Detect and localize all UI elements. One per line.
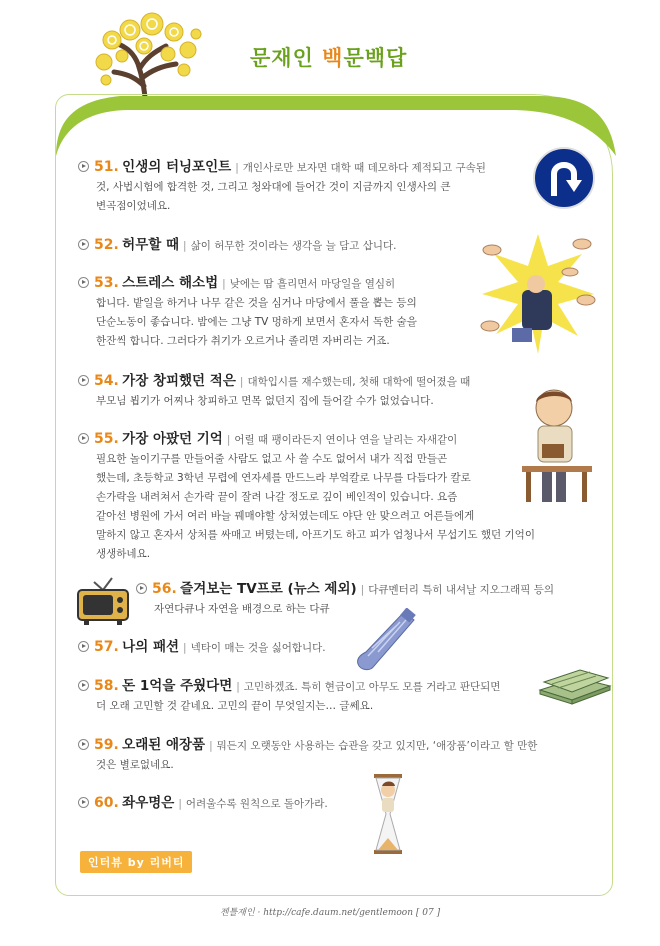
title-part: 문 [343, 46, 365, 70]
item-answer-cont: 것, 사법시험에 합격한 것, 그리고 청와대에 들어간 것이 지금까지 인생사의 큰 [96, 181, 451, 193]
television-icon [74, 574, 132, 626]
necktie-illustration [352, 608, 418, 674]
item-answer-cont: 자연다큐나 자연을 배경으로 하는 다큐 [154, 603, 330, 615]
item-answer-cont: 변곡점이었네요. [96, 200, 171, 212]
item-answer: 어려울수록 원칙으로 돌아가라. [185, 798, 328, 810]
man-in-hourglass-illustration [368, 772, 408, 856]
qa-item-51: 51. 인생의 터닝포인트 | 개인사로만 보자면 대학 때 데모하다 제적되고 구속된 것, 사법시험에 합격한 것, 그리고 청와대에 들어간 것이 지금까지 인생사의 큰 변곡점이었네요. [78, 158, 528, 216]
money-stack-illustration [538, 664, 612, 708]
item-answer: 다큐멘터리 특히 내셔날 지오그래픽 등의 [368, 584, 554, 596]
qa-item-58: 58. 돈 1억을 주웠다면 | 고민하겠죠. 특히 현금이고 아무도 모를 거라고 판단되면 더 오래 고민할 것 같네요. 고민의 끝이 무엇일지는… 글쎄요. [78, 677, 528, 716]
interview-credit-badge: 인터뷰 by 리버티 [80, 851, 192, 873]
item-answer: 고민하겠죠. 특히 현금이고 아무도 모를 거라고 판단되면 [243, 681, 501, 693]
item-answer: 넥타이 매는 것을 싫어합니다. [190, 642, 326, 654]
item-question: 나의 패션 [122, 639, 180, 655]
item-answer: 삶이 허무한 것이라는 생각을 늘 담고 삽니다. [190, 240, 397, 252]
item-answer-cont: 부모님 뵙기가 어찌나 창피하고 면목 없던지 집에 들어갈 수가 없었습니다. [96, 395, 434, 407]
qa-item-53: 53. 스트레스 해소법 | 낮에는 땀 흘리면서 마당일을 열심히 합니다. 밭일을 하거나 나무 같은 것을 심거나 마당에서 풀을 뽑는 등의 단순노동이 좋습니다. 밤에는 그냥 TV 멍하게 보면서 혼자서 독한 술을 한잔씩 합니다. 그러다가 취기가 오르거나 졸리면 자버리는 거죠. [78, 274, 478, 351]
qa-item-52: 52. 허무할 때 | 삶이 허무한 것이라는 생각을 늘 담고 삽니다. [78, 236, 528, 256]
item-question: 돈 1억을 주웠다면 [122, 678, 233, 694]
arrow-bullet-icon [78, 641, 89, 652]
item-question: 가장 아팠던 기억 [122, 431, 223, 447]
arrow-bullet-icon [78, 739, 89, 750]
title-part: 백 [322, 46, 344, 70]
item-answer-cont: 손가락을 내려쳐서 손가락 끝이 잘려 나갈 정도로 깊이 베인적이 있습니다. 요즘 [96, 491, 458, 503]
item-answer-cont: 필요한 놀이기구를 만들어줄 사람도 없고 사 쓸 수도 없어서 내가 직접 만들곤 [96, 453, 448, 465]
qa-item-56: 56. 즐겨보는 TV프로 (뉴스 제외) | 다큐멘터리 특히 내셔날 지오그래픽 등의 자연다큐나 자연을 배경으로 하는 다큐 [136, 580, 596, 619]
item-question: 즐겨보는 TV프로 (뉴스 제외) [180, 581, 357, 597]
item-number: 52. [94, 237, 119, 253]
item-question: 인생의 터닝포인트 [122, 159, 232, 175]
arrow-bullet-icon [136, 583, 147, 594]
arrow-bullet-icon [78, 239, 89, 250]
item-number: 56. [152, 581, 177, 597]
qa-item-59: 59. 오래된 애장품 | 뭐든지 오랫동안 사용하는 습관을 갖고 있지만, ‘애장품’이라고 할 만한 것은 별로없네요. [78, 736, 558, 775]
item-number: 58. [94, 678, 119, 694]
item-answer-cont: 더 오래 고민할 것 같네요. 고민의 끝이 무엇일지는… 글쎄요. [96, 700, 374, 712]
item-answer-cont: 합니다. 밭일을 하거나 나무 같은 것을 심거나 마당에서 풀을 뽑는 등의 [96, 297, 417, 309]
item-question: 오래된 애장품 [122, 737, 206, 753]
page-footer: 젠틀재인 · http://cafe.daum.net/gentlemoon [ 07 ] [219, 908, 441, 918]
item-answer-cont: 한잔씩 합니다. 그러다가 취기가 오르거나 졸리면 자버리는 거죠. [96, 335, 390, 347]
item-answer: 뭐든지 오랫동안 사용하는 습관을 갖고 있지만, ‘애장품’이라고 할 만한 [216, 740, 538, 752]
arrow-bullet-icon [78, 161, 89, 172]
item-question: 허무할 때 [122, 237, 180, 253]
u-turn-sign-icon [532, 146, 596, 210]
qa-item-57: 57. 나의 패션 | 넥타이 매는 것을 싫어합니다. [78, 638, 528, 658]
item-number: 59. [94, 737, 119, 753]
item-answer-cont: 했는데, 초등학교 3학년 무렵에 연자세를 만드느라 부엌칼로 나무를 다듬다가 칼로 [96, 472, 471, 484]
item-answer: 개인사로만 보자면 대학 때 데모하다 제적되고 구속된 [242, 162, 486, 174]
item-answer: 낮에는 땀 흘리면서 마당일을 열심히 [229, 278, 396, 290]
item-answer-cont: 같아선 병원에 가서 여러 바늘 꿰매야할 상처였는데도 야단 안 맞으려고 어른들에게 [96, 510, 475, 522]
item-answer: 대학입시를 재수했는데, 첫해 대학에 떨어졌을 때 [247, 376, 471, 388]
item-question: 가장 창피했던 적은 [122, 373, 236, 389]
sad-man-on-bench-illustration [516, 382, 596, 508]
item-number: 51. [94, 159, 119, 175]
item-answer-cont: 생생하네요. [96, 548, 151, 560]
page-title [250, 42, 407, 72]
qa-item-55: 55. 가장 아팠던 기억 | 어릴 때 팽이라든지 연이나 연을 날리는 자새같이 필요한 놀이기구를 만들어줄 사람도 없고 사 쓸 수도 없어서 내가 직접 만들곤 했는데, 초등학교 3학년 무렵에 연자세를 만드느라 부엌칼로 나무를 다듬다가 칼로 손가락을 내려쳐서 손가락 끝이 잘려 나갈 정도로 깊이 베인적이 있습니다. 요즘 같아선 병원에 가서 여러 바늘 꿰매야할 상처였는데도 야단 안 맞으려고 어른들에게 말하지 않고 혼자서 상처를 싸매고 버텼는데, 아프기도 하고 피가 엄청나서 무섭기도 했던 기억이 생생하네요. [78, 430, 518, 564]
title-part: 문재인 [250, 46, 323, 70]
qa-item-60: 60. 좌우명은 | 어려울수록 원칙으로 돌아가라. [78, 794, 528, 814]
arrow-bullet-icon [78, 375, 89, 386]
item-answer-cont: 단순노동이 좋습니다. 밤에는 그냥 TV 멍하게 보면서 혼자서 독한 술을 [96, 316, 417, 328]
item-answer: 어릴 때 팽이라든지 연이나 연을 날리는 자새같이 [234, 434, 458, 446]
item-question: 좌우명은 [122, 795, 175, 811]
item-number: 54. [94, 373, 119, 389]
qa-item-54: 54. 가장 창피했던 적은 | 대학입시를 재수했는데, 첫해 대학에 떨어졌을 때 부모님 뵙기가 어찌나 창피하고 면목 없던지 집에 들어갈 수가 없었습니다. [78, 372, 528, 411]
item-number: 53. [94, 275, 119, 291]
item-question: 스트레스 해소법 [122, 275, 219, 291]
stressed-man-illustration [478, 230, 598, 358]
item-answer-cont: 말하지 않고 혼자서 상처를 싸매고 버텼는데, 아프기도 하고 피가 엄청나서 무섭기도 했던 기억이 [96, 529, 535, 541]
item-answer-cont: 것은 별로없네요. [96, 759, 174, 771]
title-part: 백답 [364, 46, 408, 70]
item-number: 55. [94, 431, 119, 447]
arrow-bullet-icon [78, 797, 89, 808]
arrow-bullet-icon [78, 680, 89, 691]
arrow-bullet-icon [78, 277, 89, 288]
arrow-bullet-icon [78, 433, 89, 444]
item-number: 60. [94, 795, 119, 811]
item-number: 57. [94, 639, 119, 655]
